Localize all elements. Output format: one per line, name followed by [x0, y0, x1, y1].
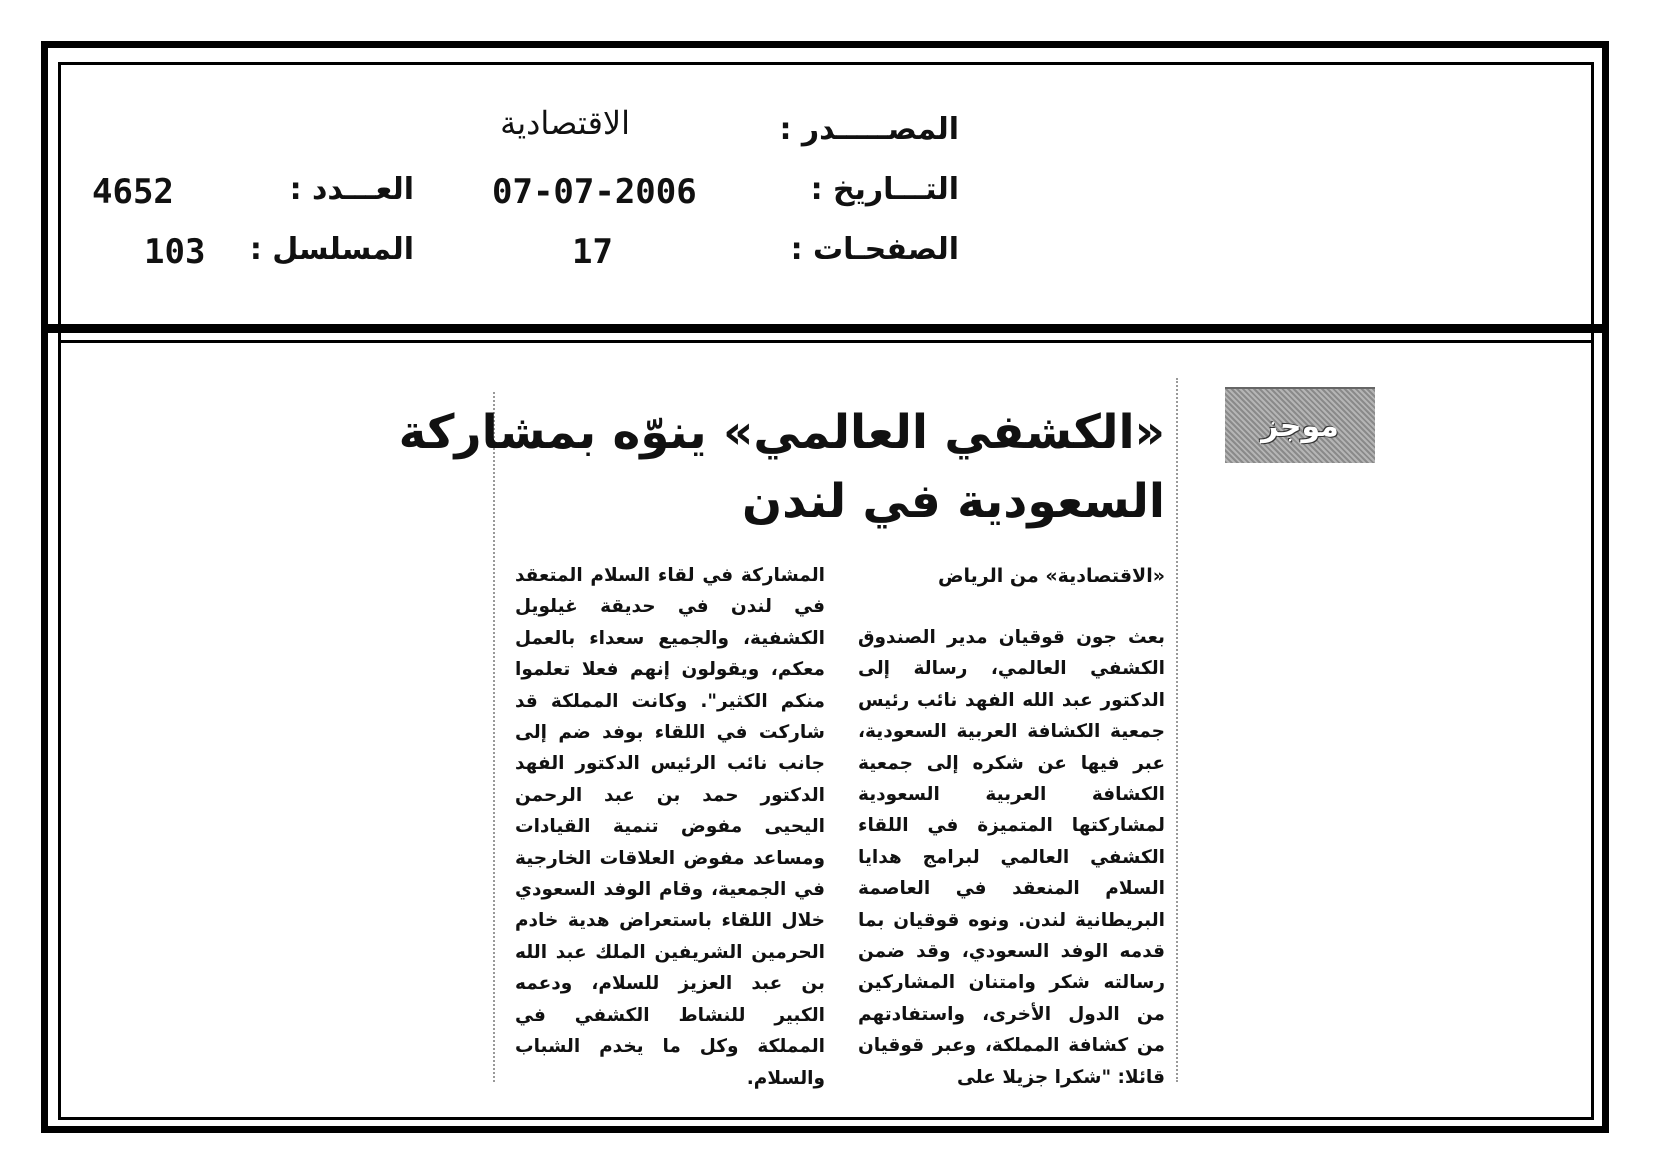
- summary-badge: [1225, 387, 1375, 463]
- clipping-edge-right: [1176, 378, 1182, 1082]
- pages-label: الصفحـات :: [790, 232, 959, 267]
- issue-value: 4652: [92, 172, 174, 212]
- byline: «الاقتصادية» من الرياض: [937, 565, 1165, 587]
- source-label: المصـــــدر :: [779, 112, 959, 147]
- pages-value: 17: [572, 232, 613, 272]
- header-divider: [41, 324, 1609, 333]
- date-label: التـــاريخ :: [810, 172, 959, 207]
- headline-line-1: «الكشفي العالمي» ينوّه بمشاركة: [398, 405, 1165, 460]
- source-value: الاقتصادية: [500, 104, 630, 142]
- serial-value: 103: [144, 232, 206, 272]
- header-divider-thin: [58, 340, 1594, 343]
- serial-label: المسلسل :: [249, 232, 414, 267]
- date-value: 07-07-2006: [492, 172, 697, 212]
- article-column-left: المشاركة في لقاء السلام المتعقد في لندن في حديقة غيلويل الكشفية، والجميع سعداء بالعمل معكم، ويقولون إنهم فعلا تعلموا منكم الكثير". وكانت المملكة قد شاركت في اللقاء بوفد ضم إلى جانب نائب الرئيس الدكتور الفهد الدكتور حمد بن عبد الرحمن اليحيى مفوض تنمية القيادات ومساعد مفوض العلاقات الخارجية في الجمعية، وقام الوفد السعودي خلال اللقاء باستعراض هدية خادم الحرمين الشريفين الملك عبد الله بن عبد العزيز للسلام، ودعمه الكبير للنشاط الكشفي في المملكة وكل ما يخدم الشباب والسلام.: [515, 565, 825, 1089]
- article-column-right: بعث جون قوقيان مدير الصندوق الكشفي العالمي، رسالة إلى الدكتور عبد الله الفهد نائب رئيس جمعية الكشافة العربية السعودية، عبر فيها عن شكره إلى جمعية الكشافة العربية السعودية لمشاركتها المتميزة في اللقاء الكشفي العالمي لبرامج هدايا السلام المنعقد في العاصمة البريطانية لندن. ونوه قوقيان بما قدمه الوفد السعودي، وقد ضمن رسالته شكر وامتنان المشاركين من الدول الأخرى، واستفادتهم من كشافة المملكة، وعبر قوقيان قائلا: "شكرا جزيلا على: [858, 627, 1165, 1088]
- clipping-edge-left: [493, 392, 499, 1082]
- issue-label: العـــدد :: [289, 172, 414, 207]
- headline-line-2: السعودية في لندن: [742, 474, 1165, 529]
- summary-badge-label: موجز: [1261, 408, 1339, 444]
